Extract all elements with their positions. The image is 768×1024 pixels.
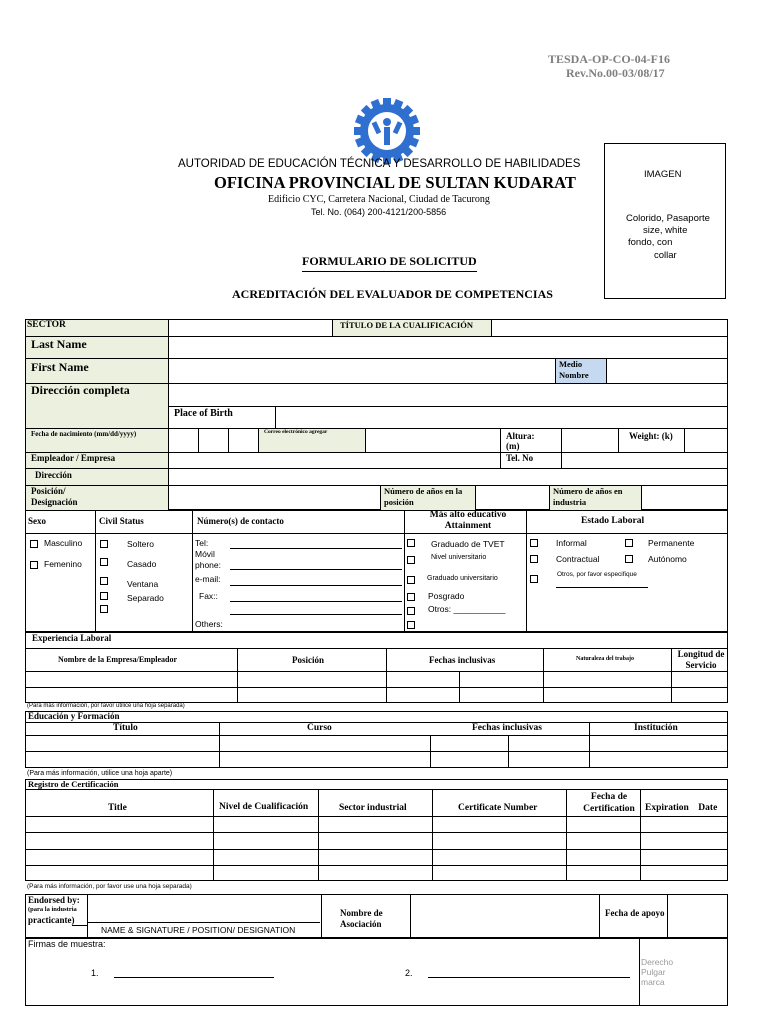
contact-others-label: Others: <box>195 619 223 629</box>
office-address: Edificio CYC, Carretera Nacional, Ciudad de Tacurong <box>268 194 490 205</box>
employer-label: Empleador / Empresa <box>31 453 116 463</box>
education-attainment-label: Más alto educativo Attainment <box>429 510 507 531</box>
experience-col-dates: Fechas inclusivas <box>429 655 496 665</box>
height-input[interactable] <box>562 429 617 452</box>
education-table <box>25 711 728 768</box>
birth-date-label: Fecha de nacimiento (mm/dd/yyyy) <box>31 430 137 438</box>
signature-one-line[interactable] <box>114 977 274 978</box>
contact-email-label: e-mail: <box>195 574 221 584</box>
contact-fax-label: Fax:: <box>199 591 218 601</box>
soltero-checkbox[interactable] <box>100 540 108 548</box>
contact-tel-label: Tel: <box>195 538 209 548</box>
photo-box-line2: size, white <box>643 225 688 236</box>
experience-col-length: Longitud de Servicio <box>677 649 725 670</box>
birth-year-input[interactable] <box>229 429 258 452</box>
position-label: Posición/ Designación <box>31 486 78 507</box>
employer-input[interactable] <box>169 453 499 468</box>
form-subtitle: ACREDITACIÓN DEL EVALUADOR DE COMPETENCIAS <box>232 287 553 301</box>
qualification-input[interactable] <box>492 320 727 336</box>
years-position-label: Número de años en la posición <box>384 486 463 507</box>
education-col-dates: Fechas inclusivas <box>472 723 542 733</box>
position-input[interactable] <box>169 486 380 510</box>
college-graduate-label: Graduado universitario <box>427 575 498 582</box>
civil-extra-checkbox[interactable] <box>100 605 108 613</box>
endorsed-by-label: Endorsed by: <box>28 895 80 905</box>
mobile-phone-input[interactable] <box>230 569 402 570</box>
photo-box-title: IMAGEN <box>644 169 682 180</box>
signature-one-label: 1. <box>91 968 99 978</box>
first-name-label: First Name <box>31 360 89 374</box>
first-name-input[interactable] <box>169 359 554 383</box>
association-input[interactable] <box>411 895 598 937</box>
qualification-title-label: TÍTULO DE LA CUALIFICACIÓN <box>340 320 473 330</box>
industry-note-label: (para la industria <box>28 906 77 913</box>
place-of-birth-label: Place of Birth <box>174 408 233 419</box>
experience-title: Experiencia Laboral <box>32 633 112 643</box>
agency-name: AUTORIDAD DE EDUCACIÓN TÉCNICA Y DESARROLLO DE HABILIDADES <box>178 158 581 170</box>
tel-no-input[interactable] <box>562 453 727 468</box>
employment-status-label: Estado Laboral <box>581 516 645 526</box>
revision-number: Rev.No.00-03/08/17 <box>566 66 665 80</box>
education-note: (Para más información, utilice una hoja aparte) <box>27 770 173 777</box>
birth-day-input[interactable] <box>199 429 228 452</box>
experience-note: (Para más información, por favor utilice una hoja separada) <box>27 703 185 709</box>
middle-name-input[interactable] <box>607 359 727 383</box>
contact-mobile-label: Móvil <box>195 549 215 559</box>
permanent-label: Permanente <box>648 538 695 548</box>
height-label: Altura: (m) <box>506 431 535 451</box>
other-education-checkbox[interactable] <box>407 607 415 615</box>
certification-col-level: Nivel de Cualificación <box>219 802 309 812</box>
full-address-label: Dirección completa <box>31 383 130 397</box>
education-extra-checkbox[interactable] <box>407 621 415 629</box>
ventana-label: Ventana <box>127 579 159 589</box>
certification-col-title: Title <box>108 803 127 813</box>
separado-checkbox[interactable] <box>100 592 108 600</box>
masculino-checkbox[interactable] <box>30 540 38 548</box>
contact-numbers-label: Número(s) de contacto <box>197 516 284 526</box>
certification-col-sector: Sector industrial <box>339 803 407 813</box>
address-label: Dirección <box>35 470 72 480</box>
weight-label: Weight: (k) <box>629 431 673 441</box>
other-education-label: Otros: ___________ <box>428 604 506 614</box>
civil-status-label: Civil Status <box>99 516 144 526</box>
education-col-institution: Institución <box>634 723 678 733</box>
experience-col-nature: Naturaleza del trabajo <box>576 656 634 662</box>
form-title: FORMULARIO DE SOLICITUD <box>302 254 477 272</box>
form-code: TESDA-OP-CO-04-F16 <box>548 52 670 66</box>
contact-fax-input[interactable] <box>230 601 402 602</box>
thumbmark-label-1: Derecho <box>641 957 674 967</box>
address-input[interactable] <box>169 469 727 485</box>
sex-label: Sexo <box>28 516 46 526</box>
postgraduate-label: Posgrado <box>428 591 465 601</box>
certification-col-number: Certificate Number <box>458 803 538 813</box>
signature-caption: NAME & SIGNATURE / POSITION/ DESIGNATION <box>101 925 296 935</box>
signature-two-label: 2. <box>405 968 413 978</box>
certification-col-date: Fecha de Certification <box>583 792 635 814</box>
other-employment-label: Otros, por favor especifique <box>557 571 637 578</box>
self-employed-checkbox[interactable] <box>625 555 633 563</box>
contractual-label: Contractual <box>556 554 600 564</box>
years-industry-input[interactable] <box>642 486 727 510</box>
separado-label: Separado <box>127 593 164 603</box>
experience-table <box>25 632 728 703</box>
tel-no-label: Tel. No <box>506 453 534 463</box>
thumbmark-label-3: marca <box>641 977 665 987</box>
practicante-label: practicante) <box>28 915 75 925</box>
certification-col-expiration: Expiration Date <box>645 803 718 813</box>
self-employed-label: Autónomo <box>648 554 687 564</box>
contractual-checkbox[interactable] <box>530 555 538 563</box>
weight-input[interactable] <box>685 429 727 452</box>
support-date-label: Fecha de apoyo <box>605 908 665 918</box>
sector-input[interactable] <box>169 320 332 336</box>
signatures-box <box>25 938 728 1006</box>
signatures-label: Firmas de muestra: <box>28 939 106 949</box>
photo-box-line3: fondo, con <box>628 237 673 248</box>
other-employment-checkbox[interactable] <box>530 575 538 583</box>
femenino-checkbox[interactable] <box>30 561 38 569</box>
certification-title: Registro de Certificación <box>28 779 119 789</box>
signature-two-line[interactable] <box>428 977 630 978</box>
place-of-birth-input[interactable] <box>276 407 727 428</box>
years-industry-label: Número de años en industria <box>553 486 623 507</box>
tesda-gear-logo-icon <box>352 96 422 166</box>
endorser-signature-line[interactable] <box>88 922 320 923</box>
association-label: Nombre de Asociación <box>340 908 383 929</box>
tvet-graduate-label: Graduado de TVET <box>431 539 505 549</box>
contact-phone-label: phone: <box>195 560 221 570</box>
permanent-checkbox[interactable] <box>625 539 633 547</box>
photo-box-line1: Colorido, Pasaporte <box>626 213 710 224</box>
last-name-input[interactable] <box>169 337 727 358</box>
office-name: OFICINA PROVINCIAL DE SULTAN KUDARAT <box>214 173 576 192</box>
femenino-label: Femenino <box>44 559 82 569</box>
education-col-course: Curso <box>307 723 332 733</box>
support-date-input[interactable] <box>668 895 727 937</box>
sector-label: SECTOR <box>27 320 66 330</box>
middle-name-label: Medio Nombre <box>559 359 589 380</box>
other-employment-input[interactable] <box>556 587 648 588</box>
birth-month-input[interactable] <box>169 429 198 452</box>
email-input[interactable] <box>366 429 499 452</box>
experience-col-position: Posición <box>292 655 325 665</box>
soltero-label: Soltero <box>127 539 154 549</box>
experience-col-company: Nombre de la Empresa/Empleador <box>58 655 178 664</box>
ventana-checkbox[interactable] <box>100 577 108 585</box>
certification-note: (Para más información, por favor use una hoja separada) <box>27 883 192 890</box>
photo-box-line4: collar <box>654 250 677 261</box>
office-phone: Tel. No. (064) 200-4121/200-5856 <box>311 207 447 217</box>
contact-email-input[interactable] <box>230 585 402 586</box>
tvet-graduate-checkbox[interactable] <box>407 539 415 547</box>
last-name-label: Last Name <box>31 337 87 351</box>
email-label: Correo electrónico agregar <box>264 429 328 435</box>
education-title: Educación y Formación <box>28 711 120 721</box>
college-level-checkbox[interactable] <box>407 556 415 564</box>
informal-checkbox[interactable] <box>530 539 538 547</box>
masculino-label: Masculino <box>44 538 83 548</box>
education-col-degree: Título <box>113 723 138 733</box>
college-graduate-checkbox[interactable] <box>407 576 415 584</box>
college-level-label: Nivel universitario <box>431 554 487 561</box>
informal-label: Informal <box>556 538 587 548</box>
thumbmark-label-2: Pulgar <box>641 967 666 977</box>
years-position-input[interactable] <box>476 486 548 510</box>
full-address-input[interactable] <box>169 384 727 406</box>
casado-label: Casado <box>127 559 157 569</box>
casado-checkbox[interactable] <box>100 558 108 566</box>
postgraduate-checkbox[interactable] <box>407 593 415 601</box>
